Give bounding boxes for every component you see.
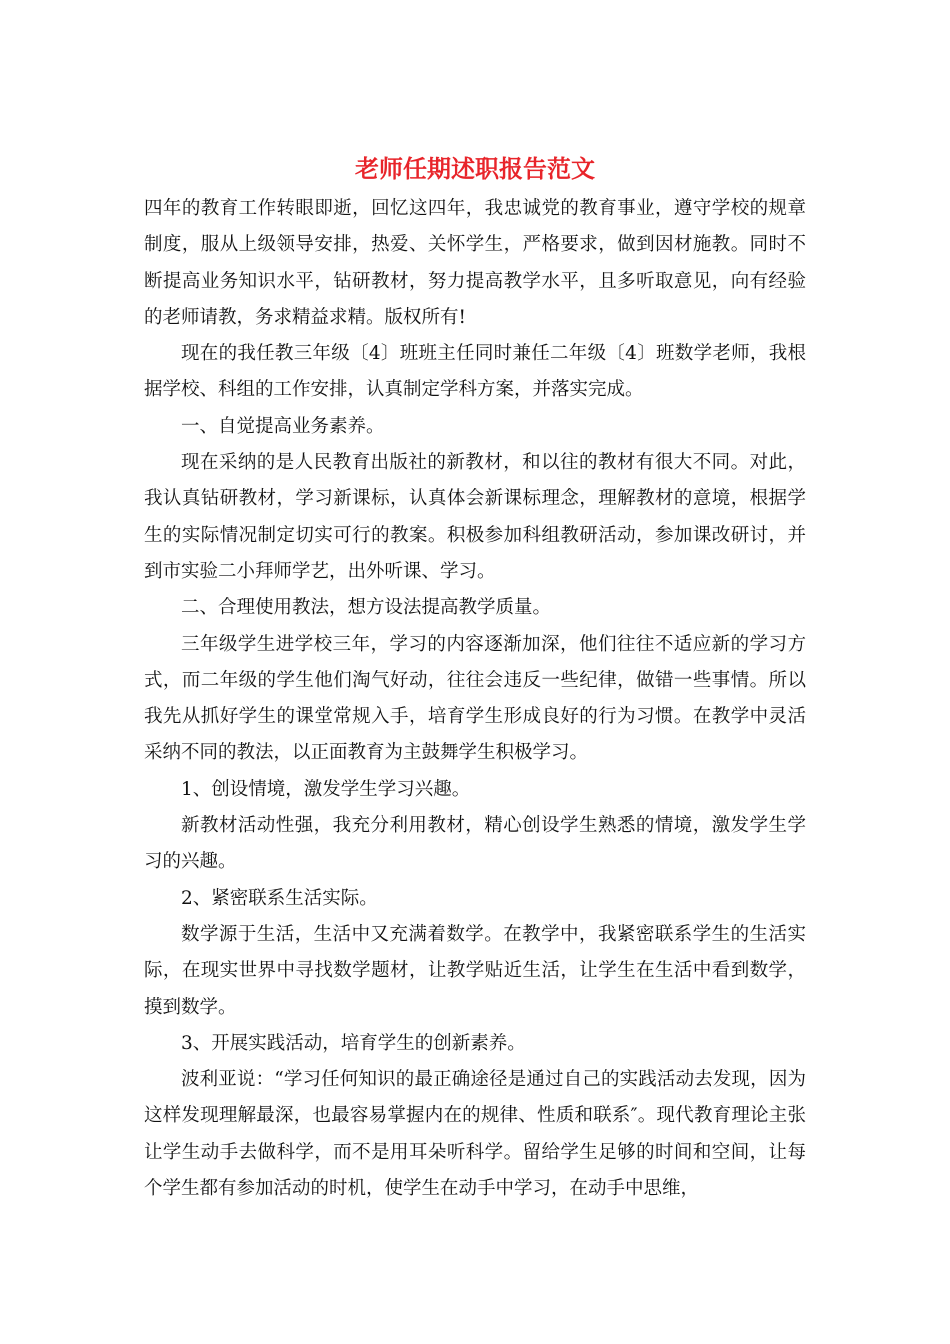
document-title: 老师任期述职报告范文: [355, 154, 595, 183]
body-paragraph: 2、紧密联系生活实际。: [181, 887, 378, 909]
body-paragraph: 四年的教育工作转眼即逝，回忆这四年，我忠诚党的教育事业，遵守学校的规章制度，服从上级领导安排，热爱、关怀学生，严格要求，做到因材施教。同时不断提高业务知识水平，钻研教材，努力提高教学水平，且多听取意见，向有经验的老师请教，务求精益求精。版权所有!: [144, 198, 806, 328]
body-paragraph: 3、开展实践活动，培育学生的创新素养。: [181, 1032, 526, 1054]
body-paragraph: 一、自觉提高业务素养。: [181, 415, 385, 437]
body-paragraph: 二、合理使用教法，想方设法提高教学质量。: [181, 597, 552, 619]
body-paragraph: 1、创设情境，激发学生学习兴趣。: [181, 778, 471, 800]
body-paragraph: 波利亚说：“学习任何知识的最正确途径是通过自己的实践活动去发现，因为这样发现理解最深，也最容易掌握内在的规律、性质和联系″。现代教育理论主张让学生动手去做科学，而不是用耳朵听科学。留给学生足够的时间和空间，让每个学生都有参加活动的时机，使学生在动手中学习，在动手中思维，: [144, 1069, 806, 1200]
body-paragraph: 现在采纳的是人民教育出版社的新教材，和以往的教材有很大不同。对此，我认真钻研教材，学习新课标，认真体会新课标理念，理解教材的意境，根据学生的实际情况制定切实可行的教案。积极参加科组教研活动，参加课改研讨，并到市实验二小拜师学艺，出外听课、学习。: [144, 452, 806, 582]
body-paragraph: 新教材活动性强，我充分利用教材，精心创设学生熟悉的情境，激发学生学习的兴趣。: [144, 815, 806, 873]
document-body: [144, 191, 806, 1207]
body-paragraph: 现在的我任教三年级〔4〕班班主任同时兼任二年级〔4〕班数学老师，我根据学校、科组的工作安排，认真制定学科方案，并落实完成。: [144, 343, 806, 401]
body-paragraph: 三年级学生进学校三年，学习的内容逐渐加深，他们往往不适应新的学习方式，而二年级的学生他们淘气好动，往往会违反一些纪律，做错一些事情。所以我先从抓好学生的课堂常规入手，培育学生形成良好的行为习惯。在教学中灵活采纳不同的教法，以正面教育为主鼓舞学生积极学习。: [144, 633, 806, 764]
body-paragraph: 数学源于生活，生活中又充满着数学。在教学中，我紧密联系学生的生活实际，在现实世界中寻找数学题材，让教学贴近生活，让学生在生活中看到数学，摸到数学。: [144, 923, 806, 1018]
